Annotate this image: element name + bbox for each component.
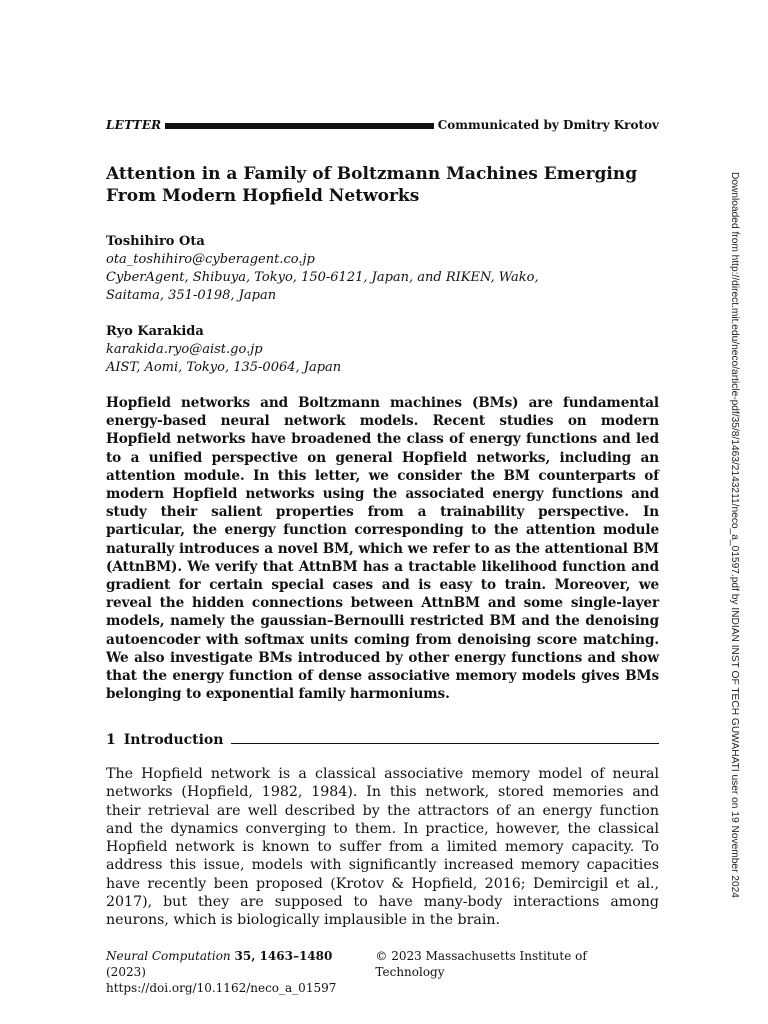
section-rule bbox=[231, 743, 659, 744]
paper-title bbox=[106, 163, 646, 207]
year: (2023) bbox=[106, 965, 146, 979]
author-affiliation: Saitama, 351-0198, Japan bbox=[106, 288, 277, 303]
author-affiliation: AIST, Aomi, Tokyo, 135-0064, Japan bbox=[106, 360, 342, 375]
author-block-2 bbox=[106, 323, 341, 377]
section-number: 1 bbox=[106, 732, 116, 748]
download-note: Downloaded from http://direct.mit.edu/neco/article-pdf/35/8/1463/2143211/neco_a_01597.pdf by INDIAN INST OF TECH GUWAHATI user on 19 November 2024 bbox=[729, 172, 740, 898]
download-watermark bbox=[727, 172, 741, 898]
journal-name: Neural Computation bbox=[106, 949, 231, 963]
doi-link[interactable]: https://doi.org/10.1162/neco_a_01597 bbox=[106, 981, 337, 995]
letter-header bbox=[106, 117, 659, 133]
author-name: Ryo Karakida bbox=[106, 324, 204, 339]
page-footer bbox=[106, 948, 659, 996]
title-line-2: From Modern Hopfield Networks bbox=[106, 186, 420, 206]
copyright: © 2023 Massachusetts Institute of Technology bbox=[375, 949, 587, 979]
volume-pages: 35, 1463–1480 bbox=[234, 949, 333, 963]
intro-paragraph: The Hopfield network is a classical associative memory model of neural networks (Hopfield, 1982, 1984). In this network, stored memories and their retrieval are well described by the attractors of an energy function and the dynamics converging to them. In practice, however, the classical Hopfield network is known to suffer from a limited memory capacity. To address this issue, models with significantly increased memory capacities have recently been proposed (Krotov & Hopfield, 2016; Demircigil et al., 2017), but they are supposed to have many-body interactions among neurons, which is biologically implausible in the brain. bbox=[106, 766, 659, 929]
header-rule bbox=[165, 123, 433, 129]
section-heading bbox=[106, 730, 659, 750]
author-name: Toshihiro Ota bbox=[106, 234, 205, 249]
article-type-label: LETTER bbox=[106, 118, 162, 132]
author-block-1 bbox=[106, 233, 539, 305]
author-email: ota_toshihiro@cyberagent.co.jp bbox=[106, 252, 315, 267]
communicated-by: Communicated by Dmitry Krotov bbox=[437, 118, 659, 132]
author-email: karakida.ryo@aist.go.jp bbox=[106, 342, 263, 357]
abstract: Hopfield networks and Boltzmann machines (BMs) are fundamental energy-based neural network models. Recent studies on modern Hopfield networks have broadened the class of energy functions and led to a unified perspective on general Hopfield networks, including an attention module. In this letter, we consider the BM counterparts of modern Hopfield networks using the associated energy functions and study their salient properties from a trainability perspective. In particular, the energy function corresponding to the attention module naturally introduces a novel BM, which we refer to as the attentional BM (AttnBM). We verify that AttnBM has a tractable likelihood function and gradient for certain special cases and is easy to train. Moreover, we reveal the hidden connections between AttnBM and some single-layer models, namely the gaussian–Bernoulli restricted BM and the denoising autoencoder with softmax units coming from denoising score matching. We also investigate BMs introduced by other energy functions and show that the energy function of dense associative memory models gives BMs belonging to exponential family harmoniums. bbox=[106, 395, 659, 703]
citation bbox=[106, 948, 375, 980]
title-line-1: Attention in a Family of Boltzmann Machines Emerging bbox=[106, 164, 638, 184]
section-title: Introduction bbox=[123, 732, 224, 748]
author-affiliation: CyberAgent, Shibuya, Tokyo, 150-6121, Japan, and RIKEN, Wako, bbox=[106, 270, 539, 285]
